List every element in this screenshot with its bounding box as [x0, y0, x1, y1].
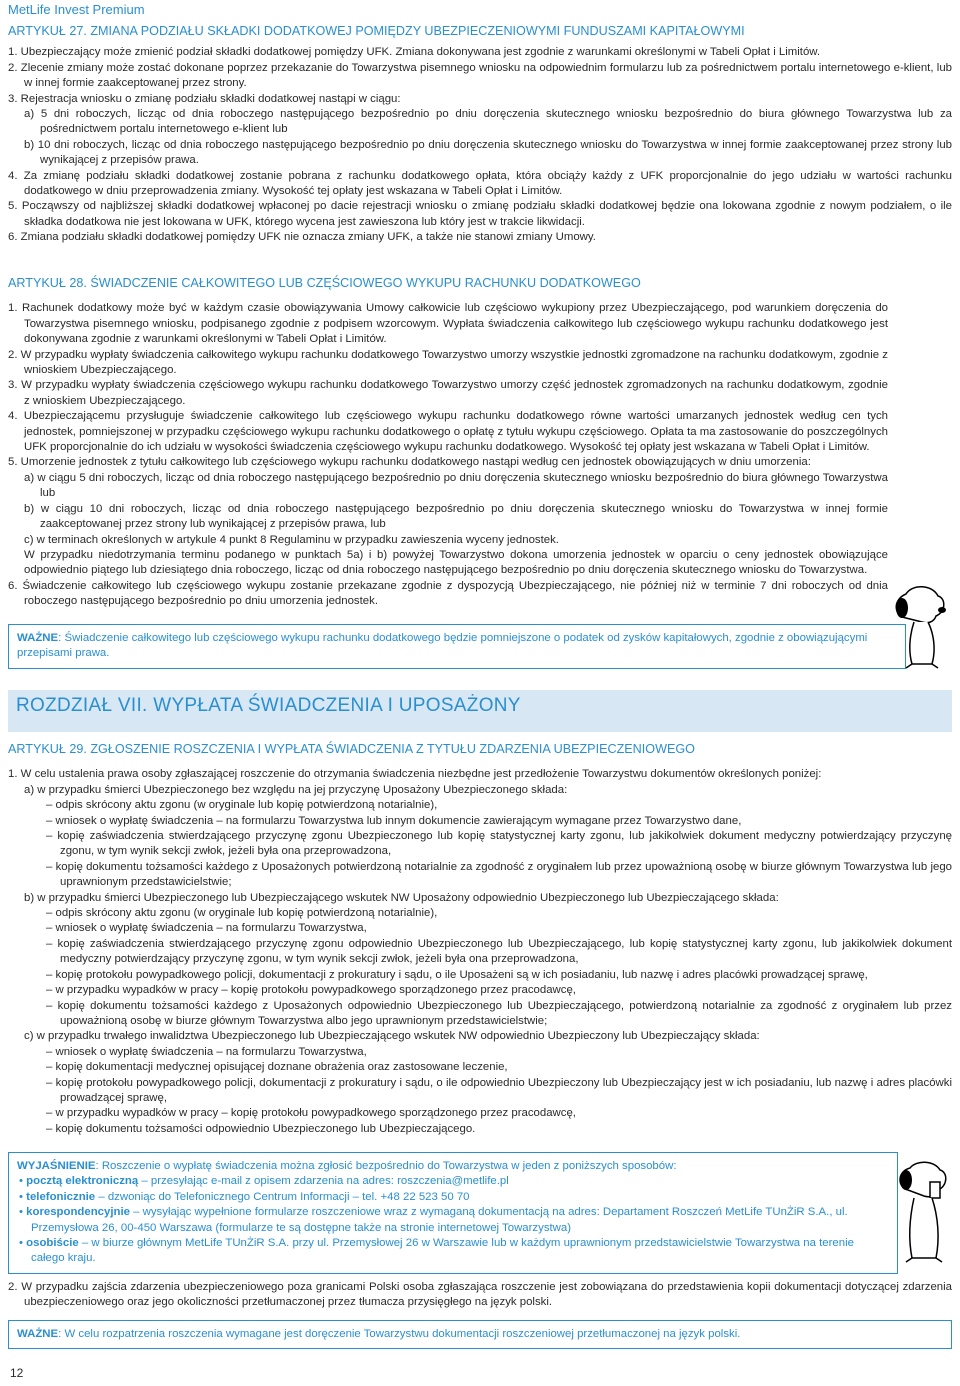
expl-method-name: pocztą elektroniczną — [26, 1175, 139, 1188]
art28-item-5-note: W przypadku niedotrzymania terminu podanego w punktach 5a) i b) powyżej Towarzystwo dokona umorzenia jednostek w oparciu o ceny jednostek obowiązujące odpowiednio piątego lub dziesiątego dnia roboczego, licząc od dnia roboczego następującego bezpośrednio po dniu doręczenia skutecznego wniosku do Towarzystwa. — [24, 548, 888, 577]
important-label: WAŻNE — [17, 632, 59, 644]
art27-item-2: 2. Zlecenie zmiany może zostać dokonane poprzez przekazanie do Towarzystwa pisemnego wniosku na odpowiednim formularzu lub za pośrednictwem portalu internetowego e-klient, lub w innej formie zaakceptowanej przez strony. — [8, 61, 952, 90]
art28-item-6: 6. Świadczenie całkowitego lub częściowego wykupu zostanie przekazane zgodnie z dyspozycją Ubezpieczającego, nie później niż w terminie 7 dni roboczych od dnia roboczego następującego bezpośrednio po dniu umorzenia jednostek. — [8, 579, 888, 608]
art29-b-dash: – odpis skrócony aktu zgonu (w oryginale lub kopię potwierdzoną notarialnie), — [46, 907, 438, 920]
expl-method-text: – dzwoniąc do Telefonicznego Centrum Informacji – tel. +48 22 523 50 70 — [95, 1190, 470, 1203]
important-label: WAŻNE — [17, 1328, 59, 1340]
art27-item-3b: b) 10 dni roboczych, licząc od dnia roboczego następującego bezpośrednio po dniu doręczenia skutecznego wniosku do Towarzystwa w innej formie zaakceptowanej przez strony lub wynikającej z przepisów prawa. — [24, 138, 952, 167]
page-number: 12 — [10, 1366, 24, 1380]
important-note-art29 — [8, 1320, 952, 1349]
art29-a-dash: – kopię dokumentu tożsamości każdego z Uposażonych potwierdzoną notarialnie za zgodność z oryginałem lub przez upoważnioną osobę w biurze głównym Towarzystwa lub jego uprawnionym przedstawicielstwie; — [46, 860, 952, 889]
important-note-art28 — [8, 624, 906, 669]
art29-c-dash: – kopię dokumentu tożsamości odpowiednio Ubezpieczonego lub Ubezpieczającego. — [46, 1122, 476, 1135]
article-27-title: ARTYKUŁ 27. ZMIANA PODZIAŁU SKŁADKI DODATKOWEJ POMIĘDZY UBEZPIECZENIOWYMI FUNDUSZAMI KAPITAŁOWYMI — [8, 24, 745, 38]
explanation-text: : Roszczenie o wypłatę świadczenia można zgłosić bezpośrednio do Towarzystwa w jeden z poniższych sposobów: — [95, 1160, 677, 1172]
art29-b-dash: – kopię zaświadczenia stwierdzającego przyczynę zgonu odpowiednio Ubezpieczonego lub Ubezpieczającego, lub kopię statystycznej karty zgonu, lub jakikolwiek dokument medyczny potwierdzający przyczynę zgonu, w tym wynik sekcji zwłok, jeżeli była ona przeprowadzona, — [46, 937, 952, 966]
expl-method-name: telefonicznie — [26, 1190, 96, 1203]
art27-item-3a: a) 5 dni roboczych, licząc od dnia roboczego następującego bezpośrednio po dniu doręczenia skutecznego wniosku bezpośrednio do biura głównego Towarzystwa lub za pośrednictwem portalu internetowego e-klient lub — [24, 108, 952, 136]
expl-method-name: korespondencyjnie — [26, 1206, 130, 1219]
art29-a-dash: – odpis skrócony aktu zgonu (w oryginale lub kopię potwierdzoną notarialnie), — [46, 799, 438, 812]
article-27 — [8, 24, 952, 246]
explanation-label: WYJAŚNIENIE — [17, 1160, 96, 1172]
article-28-title: ARTYKUŁ 28. ŚWIADCZENIE CAŁKOWITEGO LUB CZĘŚCIOWEGO WYKUPU RACHUNKU DODATKOWEGO — [8, 276, 641, 290]
art28-item-2: 2. W przypadku wypłaty świadczenia całkowitego wykupu rachunku dodatkowego Towarzystwo umorzy wszystkie jednostki zgromadzone na rachunku dodatkowym, zgodnie z wnioskiem Ubezpieczającego. — [8, 348, 888, 377]
explanation-box — [8, 1152, 898, 1274]
art29-b-dash: – kopię protokołu powypadkowego policji, dokumentacji z prokuratury i sądu, o ile Uposażeni są w ich posiadaniu, lub nazwę i adres placówki prowadzącej sprawę, — [46, 968, 868, 981]
chapter-banner — [8, 690, 952, 732]
art28-item-5: 5. Umorzenie jednostek z tytułu całkowitego lub częściowego wykupu rachunku dodatkowego nastąpi według cen jednostek obowiązujących w dniu umorzenia: — [8, 456, 811, 469]
art28-item-3: 3. W przypadku wypłaty świadczenia częściowego wykupu rachunku dodatkowego Towarzystwo umorzy część jednostek zgromadzonych na rachunku dodatkowym, zgodnie z wnioskiem Ubezpieczającego. — [8, 379, 888, 407]
art29-item-1: 1. W celu ustalenia prawa osoby zgłaszającej roszczenie do otrzymania świadczenia niezbędne jest przedłożenie Towarzystwu dokumentów określonych poniżej: — [8, 768, 822, 781]
bullet-icon: • — [19, 1237, 27, 1250]
art27-item-6: 6. Zmiana podziału składki dodatkowej pomiędzy UFK nie oznacza zmiany UFK, a także nie stanowi zmiany Umowy. — [8, 231, 596, 244]
expl-method-text: – w biurze głównym MetLife TUnŻiR S.A. przy ul. Przemysłowej 26 w Warszawie lub w każdym uprawnionym przedstawicielstwie Towarzystwa na terenie całego kraju. — [31, 1237, 854, 1265]
art29-a-dash: – kopię zaświadczenia stwierdzającego przyczynę zgonu Ubezpieczonego lub kopię statystycznej karty zgonu, lub jakikolwiek dokument medyczny potwierdzający przyczynę zgonu, w tym wynik sekcji zwłok, jeżeli była ona przeprowadzona, — [46, 830, 952, 858]
art29-c-dash: – w przypadku wypadków w pracy – kopię protokołu powypadkowego sporządzonego przez pracodawcę, — [46, 1107, 576, 1120]
art27-item-1: 1. Ubezpieczający może zmienić podział składki dodatkowej pomiędzy UFK. Zmiana dokonywana jest zgodnie z warunkami określonymi w Tabeli Opłat i Limitów. — [8, 46, 821, 59]
art28-item-1: 1. Rachunek dodatkowy może być w każdym czasie obowiązywania Umowy całkowicie lub częściowo wykupiony przez Ubezpieczającego, pod warunkiem doręczenia do Towarzystwa pisemnego wniosku, podpisanego zgodnie z podpisem wzorcowym. Wypłata świadczenia całkowitego lub częściowego wykupu rachunku dodatkowego jest dokonywana zgodnie z warunkami określonymi w Tabeli Opłat i Limitów. — [8, 302, 888, 346]
bullet-icon: • — [19, 1206, 27, 1219]
art28-item-4: 4. Ubezpieczającemu przysługuje świadczenie całkowitego lub częściowego wykupu rachunku dodatkowego równe wartości umarzanych jednostek według cen tych jednostek, pomniejszonej w przypadku częściowego wykupu rachunku dodatkowego o opłatę z tytułu wykupu częściowego. Opłata ta ma zastosowanie do poszczególnych UFK proporcjonalnie do ich udziału w wysokości świadczenia częściowego wykupu rachunku dodatkowego. Wysokość tej opłaty jest wskazana w Tabeli Opłat i Limitów. — [8, 410, 888, 454]
art29-item-2: 2. W przypadku zajścia zdarzenia ubezpieczeniowego poza granicami Polski osoba zgłaszająca roszczenie jest zobowiązana do przedstawienia kopii dokumentacji dotyczącej zdarzenia ubezpieczeniowego oraz jego okoliczności przetłumaczonej przez tłumacza przysięgłego na język polski. — [8, 1281, 952, 1309]
art28-item-5a: a) w ciągu 5 dni roboczych, licząc od dnia roboczego następującego bezpośrednio po dniu doręczenia skutecznego wniosku bezpośrednio do biura głównego Towarzystwa lub — [24, 471, 888, 500]
art27-item-3: 3. Rejestracja wniosku o zmianę podziału składki dodatkowej nastąpi w ciągu: — [8, 92, 401, 105]
chapter-title: ROZDZIAŁ VII. WYPŁATA ŚWIADCZENIA I UPOSAŻONY — [16, 695, 521, 716]
important-text: : Świadczenie całkowitego lub częściowego wykupu rachunku dodatkowego będzie pomniejszone o podatek od zysków kapitałowych, zgodnie z obowiązującymi przepisami prawa. — [17, 632, 868, 660]
article-28 — [8, 276, 952, 610]
art29-c-dash: – kopię dokumentacji medycznej opisującej doznane obrażenia oraz zastosowane leczenie, — [46, 1061, 508, 1074]
art29-item-1b: b) w przypadku śmierci Ubezpieczonego lub Ubezpieczającego wskutek NW Uposażony odpowiednio Ubezpieczonego lub Ubezpieczającego składa: — [24, 891, 779, 904]
bullet-icon: • — [19, 1190, 27, 1203]
art29-item-2-block — [8, 1280, 952, 1311]
important-text: : W celu rozpatrzenia roszczenia wymagane jest doręczenie Towarzystwu dokumentacji roszczeniowej przetłumaczonej na język polski. — [58, 1328, 741, 1340]
art29-c-dash: – kopię protokołu powypadkowego policji, dokumentacji z prokuratury i sądu, o ile odpowiednio Ubezpieczony lub Ubezpieczający jest w ich posiadaniu, lub nazwę i adres placówki prowadzącej sprawę, — [46, 1076, 952, 1104]
art28-item-5b: b) w ciągu 10 dni roboczych, licząc od dnia roboczego następującego bezpośrednio po dniu doręczenia skutecznego wniosku do Towarzystwa w innej formie zaakceptowanej przez strony lub wynikającej z przepisów prawa, lub — [24, 502, 888, 531]
art27-item-4: 4. Za zmianę podziału składki dodatkowej zostanie pobrana z rachunku dodatkowego opłata, która obciąży każdy z UFK proporcjonalnie do jego udziału w wartości rachunku dodatkowego w dniu przeprowadzenia zmiany. Wysokość tej opłaty jest wskazana w Tabeli Opłat i Limitów. — [8, 169, 952, 198]
running-head: MetLife Invest Premium — [8, 2, 145, 17]
bullet-icon: • — [19, 1175, 27, 1188]
expl-method-text: – wysyłając wypełnione formularze roszczeniowe wraz z wymaganą dokumentacją na adres: Departament Roszczeń MetLife TUnŻiR S.A., ul. Przemysłowa 26, 00-450 Warszawa (formularze te są dostępne także na stronie internetowej Towarzystwa) — [31, 1206, 848, 1234]
art29-item-1a: a) w przypadku śmierci Ubezpieczonego bez względu na jej przyczynę Uposażony Ubezpieczonego składa: — [24, 783, 568, 796]
snoopy-phone-illustration-icon — [894, 1160, 952, 1264]
art29-b-dash: – wniosek o wypłatę świadczenia – na formularzu Towarzystwa, — [46, 922, 367, 935]
snoopy-illustration-icon — [888, 578, 952, 670]
expl-method-text: – przesyłając e-mail z opisem zdarzenia na adres: roszczenia@metlife.pl — [138, 1175, 509, 1188]
art29-c-dash: – wniosek o wypłatę świadczenia – na formularzu Towarzystwa, — [46, 1045, 367, 1058]
art29-b-dash: – kopię dokumentu tożsamości każdego z Uposażonych odpowiednio Ubezpieczonego lub Ubezpieczającego, potwierdzoną notarialnie za zgodność z oryginałem lub przez upoważnioną osobę w biurze głównym Towarzystwa albo jego uprawnionym przedstawicielstwie; — [46, 999, 952, 1027]
art29-b-dash: – w przypadku wypadków w pracy – kopię protokołu powypadkowego sporządzonego przez pracodawcę, — [46, 984, 576, 997]
art28-item-5c: c) w terminach określonych w artykule 4 punkt 8 Regulaminu w przypadku zawieszenia wyceny jednostek. — [24, 533, 559, 546]
art29-a-dash: – wniosek o wypłatę świadczenia – na formularzu Towarzystwa lub innym dokumencie zawierającym wymagane przez Towarzystwo dane, — [46, 814, 742, 827]
article-29 — [8, 742, 952, 1137]
expl-method-name: osobiście — [26, 1237, 79, 1250]
article-29-title: ARTYKUŁ 29. ZGŁOSZENIE ROSZCZENIA I WYPŁATA ŚWIADCZENIA Z TYTUŁU ZDARZENIA UBEZPIECZENIOWEGO — [8, 742, 695, 756]
art29-item-1c: c) w przypadku trwałego inwalidztwa Ubezpieczonego lub Ubezpieczającego wskutek NW odpowiednio Ubezpieczony lub Ubezpieczający składa: — [24, 1030, 760, 1043]
art27-item-5: 5. Począwszy od najbliższej składki dodatkowej wpłaconej po dacie rejestracji wniosku o zmianę podziału składki dodatkowej będzie ona lokowana zgodnie z nowym podziałem, o ile składka dodatkowa nie jest lokowana w UFK, którego wycena jest zawieszona lub który jest w trakcie likwidacji. — [8, 200, 952, 228]
